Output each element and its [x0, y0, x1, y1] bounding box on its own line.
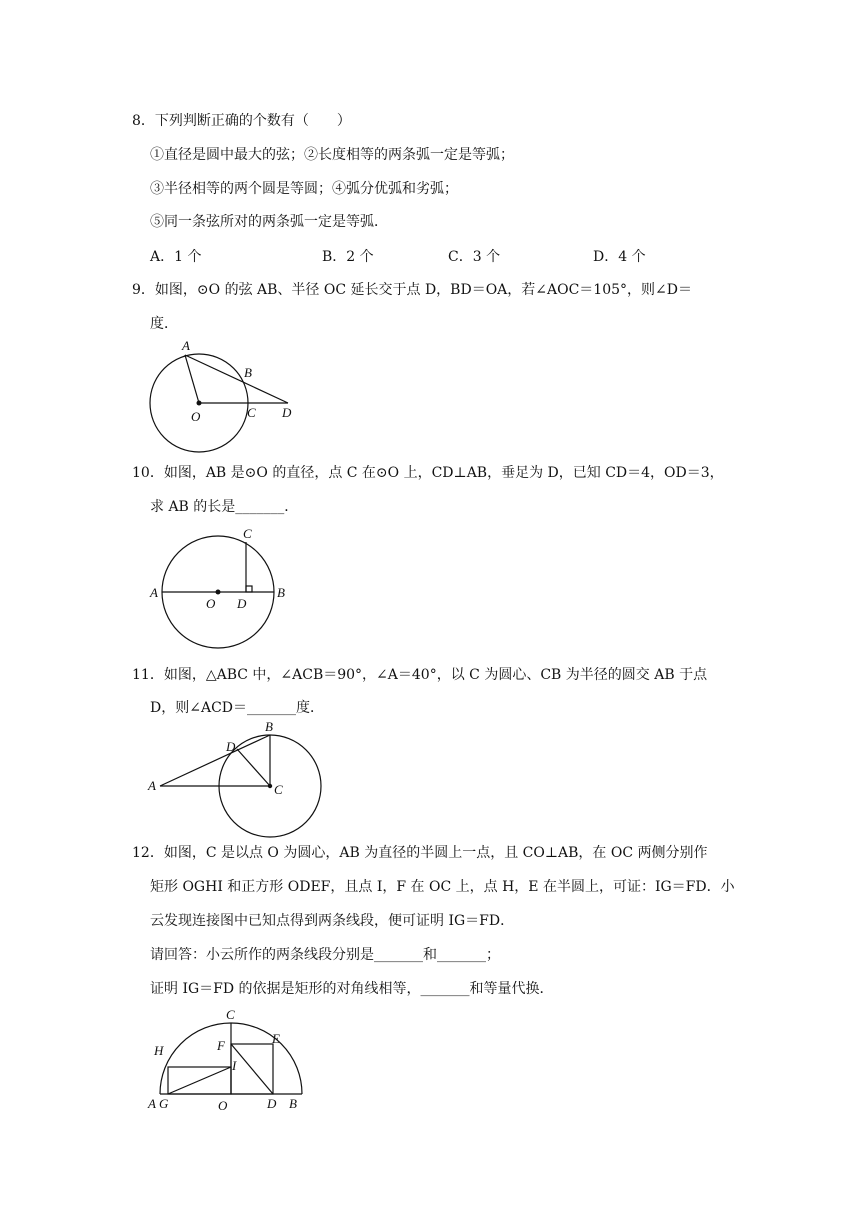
- q8-stem: 8．下列判断正确的个数有（ ）: [132, 113, 351, 129]
- q9-line-1: 9．如图，⊙O 的弦 AB、半径 OC 延长交于点 D，BD＝OA，若∠AOC＝105°，则∠D＝: [132, 282, 692, 298]
- q12-line-5: 证明 IG＝FD 的依据是矩形的对角线相等，_______和等量代换．: [150, 981, 554, 997]
- q10-label-b: B: [277, 585, 285, 600]
- q11-line-1: 11．如图，△ABC 中，∠ACB＝90°，∠A＝40°，以 C 为圆心、CB 为半径的圆交 AB 于点: [132, 667, 708, 683]
- q11-label-d: D: [226, 739, 236, 754]
- q10-label-d: D: [237, 596, 247, 611]
- q11-label-c: C: [274, 782, 283, 797]
- q12-line-3: 云发现连接图中已知点得到两条线段，便可证明 IG＝FD．: [150, 913, 515, 929]
- q12-label-b: B: [289, 1096, 297, 1111]
- q8-statement-1: ①直径是圆中最大的弦；②长度相等的两条弧一定是等弧；: [150, 147, 514, 163]
- q12-label-c: C: [226, 1007, 235, 1022]
- q9-label-a: A: [182, 338, 190, 353]
- q9-figure: [140, 335, 310, 455]
- q12-label-a: A: [148, 1096, 156, 1111]
- q8-statement-3: ⑤同一条弦所对的两条弧一定是等弧．: [150, 214, 388, 230]
- q10-line-2: 求 AB 的长是_______．: [150, 499, 299, 515]
- q10-label-o: O: [206, 596, 216, 611]
- q8-options: [150, 246, 710, 266]
- q11-center-dot: [268, 784, 272, 788]
- q8-option-b: B．2 个: [322, 249, 374, 265]
- q10-label-c: C: [243, 526, 252, 541]
- q8-option-a: A．1 个: [150, 249, 202, 265]
- q9-label-c: C: [247, 405, 256, 420]
- q12-segment-ig: [168, 1067, 231, 1094]
- q11-figure: [140, 718, 330, 828]
- q9-segment-ad: [185, 355, 288, 403]
- q12-line-4: 请回答：小云所作的两条线段分别是_______和_______；: [150, 947, 500, 963]
- q12-label-f: F: [217, 1038, 225, 1053]
- q10-center-dot: [216, 590, 221, 595]
- q11-line-2: D，则∠ACD＝_______度．: [150, 700, 325, 716]
- q11-label-b: B: [265, 719, 273, 734]
- q11-label-a: A: [148, 778, 156, 793]
- q9-segment-ao: [185, 355, 199, 403]
- q10-right-angle: [246, 586, 252, 592]
- q9-center-dot: [197, 401, 202, 406]
- q9-label-b: B: [244, 365, 252, 380]
- q12-label-i: I: [232, 1058, 237, 1073]
- q12-label-o: O: [218, 1098, 228, 1113]
- q12-label-d: D: [267, 1096, 277, 1111]
- q8-option-d: D．4 个: [593, 249, 646, 265]
- q9-label-d: D: [282, 405, 292, 420]
- q8-option-c: C．3 个: [448, 249, 501, 265]
- q12-segment-fd: [231, 1044, 273, 1094]
- q12-label-e: E: [272, 1031, 280, 1046]
- q11-segment-cd: [237, 749, 270, 786]
- q11-segment-ab: [160, 735, 270, 786]
- q12-line-1: 12．如图，C 是以点 O 为圆心，AB 为直径的半圆上一点，且 CO⊥AB，在 OC 两侧分别作: [132, 845, 708, 861]
- q9-line-2: 度．: [150, 316, 178, 332]
- q10-label-a: A: [150, 585, 158, 600]
- q12-line-2: 矩形 OGHI 和正方形 ODEF，且点 I，F 在 OC 上，点 H，E 在半圆上，可证：IG＝FD．小: [150, 879, 735, 895]
- q12-label-h: H: [154, 1043, 164, 1058]
- q10-figure: [140, 522, 310, 652]
- q10-line-1: 10．如图，AB 是⊙O 的直径，点 C 在⊙O 上，CD⊥AB，垂足为 D，已知 CD＝4，OD＝3，: [132, 465, 724, 481]
- q12-figure: [140, 1005, 310, 1115]
- q8-statement-2: ③半径相等的两个圆是等圆；④弧分优弧和劣弧；: [150, 181, 458, 197]
- q9-label-o: O: [191, 409, 201, 424]
- q12-label-g: G: [159, 1096, 169, 1111]
